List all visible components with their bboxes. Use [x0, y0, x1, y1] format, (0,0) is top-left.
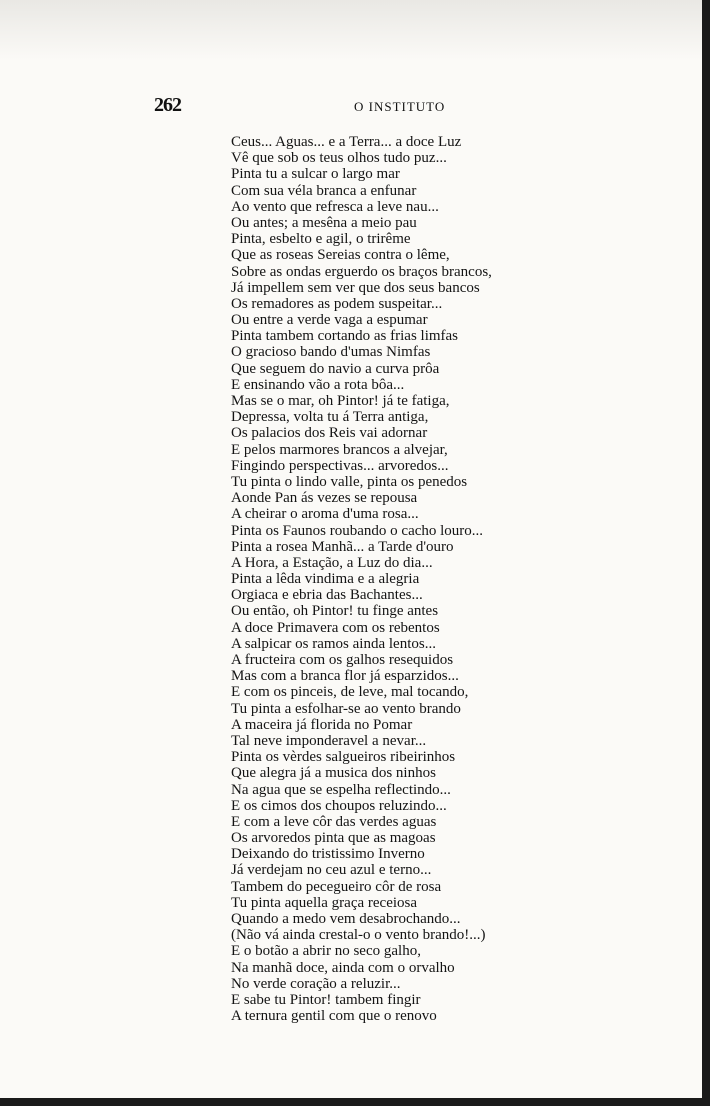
- poem-line: Ou antes; a mesêna a meio pau: [231, 214, 417, 231]
- poem-line: Ou então, oh Pintor! tu finge antes: [231, 603, 439, 620]
- poem-line: Sobre as ondas erguerdo os braços brancos,: [231, 263, 492, 280]
- poem-line: Pinta, esbelto e agil, o trirême: [231, 231, 411, 248]
- poem-line: Já impellem sem ver que dos seus bancos: [231, 279, 480, 296]
- poem-line: Mas com a branca flor já esparzidos...: [231, 668, 459, 685]
- poem-line: Que seguem do navio a curva prôa: [231, 360, 440, 377]
- poem-line: E com a leve côr das verdes aguas: [231, 813, 437, 830]
- poem-line: Pinta tambem cortando as frias limfas: [231, 328, 459, 345]
- poem-line: A salpicar os ramos ainda lentos...: [231, 635, 436, 652]
- poem-line: Pinta tu a sulcar o largo mar: [231, 166, 400, 183]
- poem-line: E o botão a abrir no seco galho,: [231, 943, 421, 960]
- poem-line: Ceus... Aguas... e a Terra... a doce Luz: [231, 134, 462, 150]
- poem-line: Aonde Pan ás vezes se repousa: [231, 490, 418, 507]
- poem-line: Na manhã doce, ainda com o orvalho: [231, 959, 455, 976]
- poem-line: Quando a medo vem desabrochando...: [231, 911, 461, 927]
- poem-line: A fructeira com os galhos resequidos: [231, 652, 454, 668]
- running-title: O INSTITUTO: [354, 99, 446, 114]
- poem-line: (Não vá ainda crestal-o o vento brando!...): [231, 927, 486, 944]
- poem-line: Pinta a lêda vindima e a alegria: [231, 571, 420, 588]
- poem-line: Tu pinta aquella graça receiosa: [231, 894, 418, 911]
- poem-line: No verde coração a reluzir...: [231, 975, 401, 992]
- poem-line: Que as roseas Sereias contra o lême,: [231, 247, 450, 264]
- poem-line: Pinta a rosea Manhã... a Tarde d'ouro: [231, 538, 454, 555]
- poem-line: Tal neve imponderavel a nevar...: [231, 732, 427, 749]
- poem-line: A ternura gentil com que o renovo: [231, 1008, 437, 1025]
- poem-line: Tu pinta a esfolhar-se ao vento brando: [231, 700, 461, 717]
- poem-line: Mas se o mar, oh Pintor! já te fatiga,: [231, 393, 450, 409]
- poem-line: Tu pinta o lindo valle, pinta os penedos: [231, 473, 468, 490]
- poem-line: E pelos marmores brancos a alvejar,: [231, 441, 448, 458]
- poem-line: A cheirar o aroma d'uma rosa...: [231, 506, 419, 523]
- poem-line: Na agua que se espelha reflectindo...: [231, 781, 451, 798]
- poem-line: Os remadores as podem suspeitar...: [231, 295, 443, 312]
- poem-line: E sabe tu Pintor! tambem fingir: [231, 991, 421, 1008]
- poem-line: A maceira já florida no Pomar: [231, 716, 413, 733]
- poem-line: A doce Primavera com os rebentos: [231, 619, 440, 636]
- poem-body: [231, 134, 492, 1024]
- poem-line: Depressa, volta tu á Terra antiga,: [231, 409, 429, 426]
- poem-line: E os cimos dos choupos reluzindo...: [231, 797, 447, 814]
- poem-line: Tambem do pecegueiro côr de rosa: [231, 878, 442, 895]
- page-number: 262: [154, 94, 181, 116]
- poem-line: Vê que sob os teus olhos tudo puz...: [231, 150, 447, 167]
- poem-line: Ao vento que refresca a leve nau...: [231, 198, 439, 215]
- poem-line: Pinta os vèrdes salgueiros ribeirinhos: [231, 749, 456, 766]
- poem-line: Os palacios dos Reis vai adornar: [231, 425, 428, 442]
- poem-line: Com sua véla branca a enfunar: [231, 182, 417, 199]
- poem-line: Os arvoredos pinta que as magoas: [231, 830, 436, 847]
- poem-line: Ou entre a verde vaga a espumar: [231, 312, 428, 329]
- poem-line: E com os pinceis, de leve, mal tocando,: [231, 684, 469, 701]
- poem-line: Que alegra já a musica dos ninhos: [231, 765, 436, 782]
- poem-line: Fingindo perspectivas... arvoredos...: [231, 457, 449, 474]
- poem-line: O gracioso bando d'umas Nimfas: [231, 344, 431, 361]
- poem-line: Deixando do tristissimo Inverno: [231, 846, 425, 863]
- poem-line: Orgiaca e ebria das Bachantes...: [231, 587, 423, 604]
- poem-line: A Hora, a Estação, a Luz do dia...: [231, 554, 433, 571]
- poem-line: Pinta os Faunos roubando o cacho louro...: [231, 522, 484, 539]
- poem-line: E ensinando vão a rota bôa...: [231, 376, 405, 393]
- poem-line: Já verdejam no ceu azul e terno...: [231, 862, 432, 879]
